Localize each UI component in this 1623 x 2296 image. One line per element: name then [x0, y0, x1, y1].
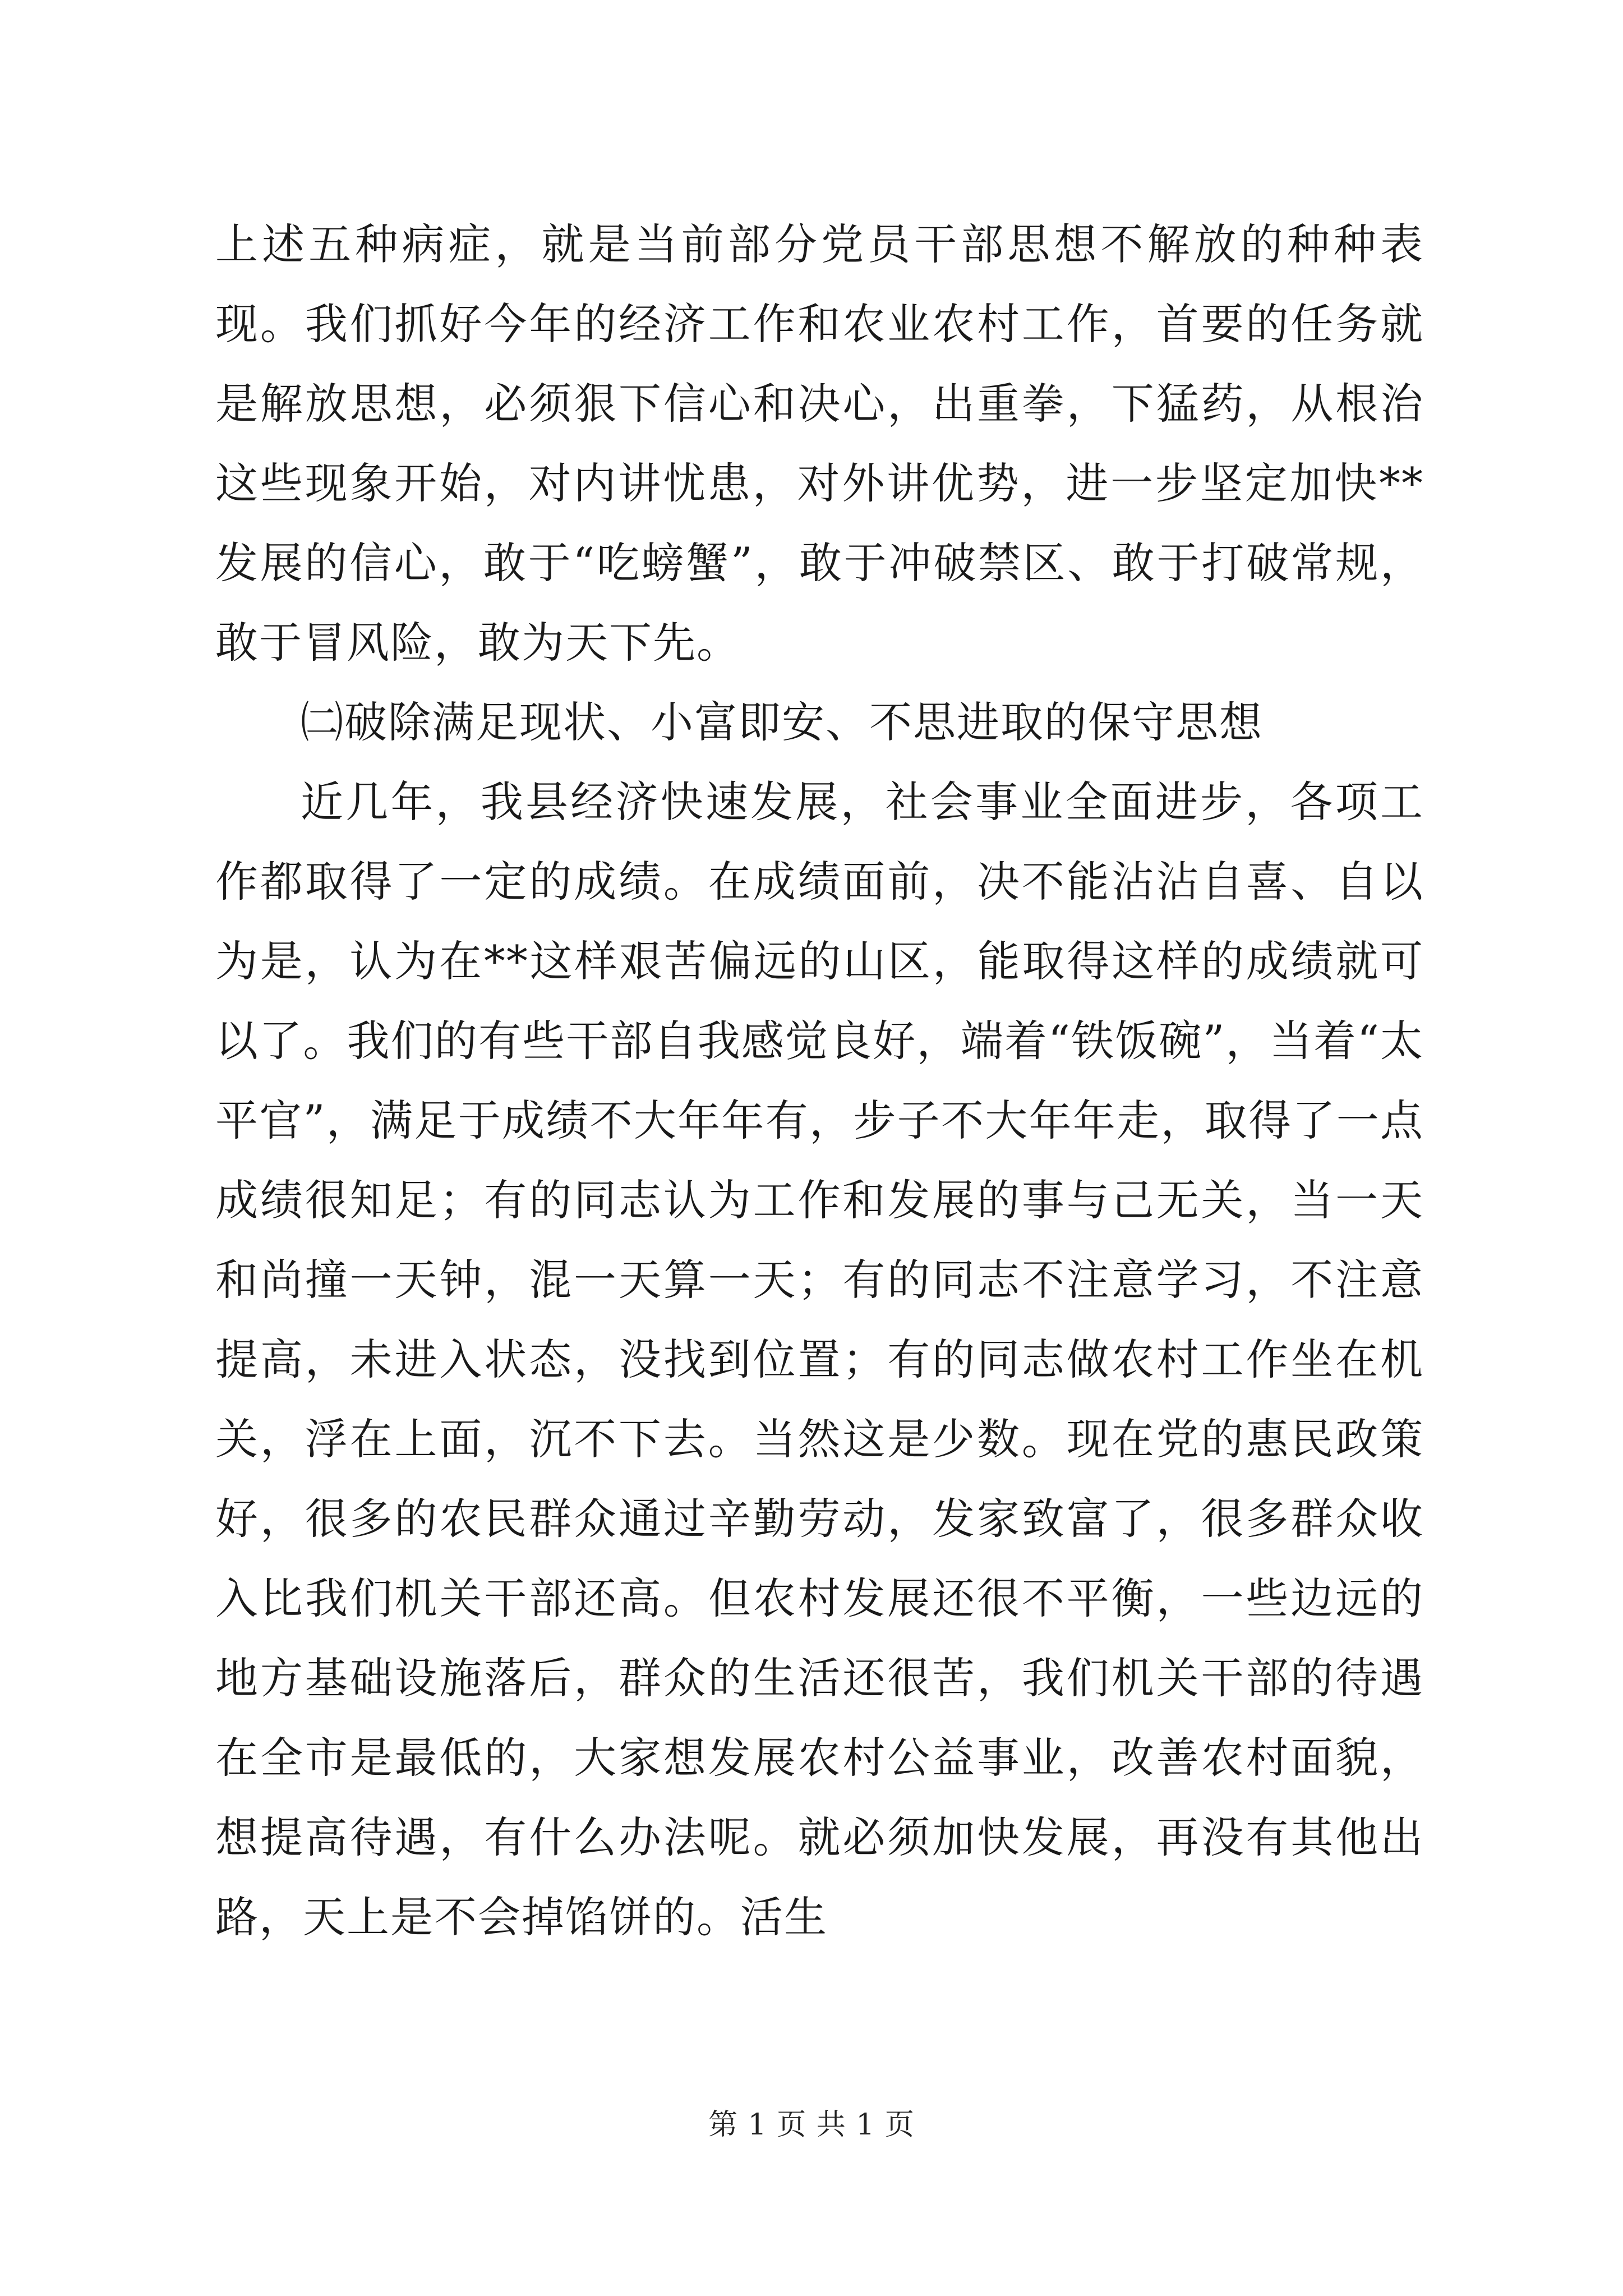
paragraph-summary: 上述五种病症，就是当前部分党员干部思想不解放的种种表现。我们抓好今年的经济工作和农业农村工作，首要的任务就是解放思想，必须狠下信心和决心，出重拳，下猛药，从根治这些现象开始，对内讲忧患，对外讲优势，进一步坚定加快**发展的信心，敢于“吃螃蟹”，敢于冲破禁区、敢于打破常规，敢于冒风险，敢为天下先。	[215, 219, 1424, 668]
page-footer: 第 1 页 共 1 页	[708, 2108, 915, 2142]
paragraph-body: 近几年，我县经济快速发展，社会事业全面进步，各项工作都取得了一定的成绩。在成绩面前，决不能沾沾自喜、自以为是，认为在**这样艰苦偏远的山区，能取得这样的成绩就可以了。我们的有些干部自我感觉良好，端着“铁饭碗”，当着“太平官”，满足于成绩不大年年有，步子不大年年走，取得了一点成绩很知足；有的同志认为工作和发展的事与己无关，当一天和尚撞一天钟，混一天算一天；有的同志不注意学习，不注意提高，未进入状态，没找到位置；有的同志做农村工作坐在机关，浮在上面，沉不下去。当然这是少数。现在党的惠民政策好，很多的农民群众通过辛勤劳动，发家致富了，很多群众收入比我们机关干部还高。但农村发展还很不平衡，一些边远的地方基础设施落后，群众的生活还很苦，我们机关干部的待遇在全市是最低的，大家想发展农村公益事业，改善农村面貌，想提高待遇，有什么办法呢。就必须加快发展，再没有其他出路，天上是不会掉馅饼的。活生	[215, 777, 1424, 1942]
section-heading: ㈡破除满足现状、小富即安、不思进取的保守思想	[301, 697, 1263, 747]
document-body	[215, 205, 1424, 1957]
